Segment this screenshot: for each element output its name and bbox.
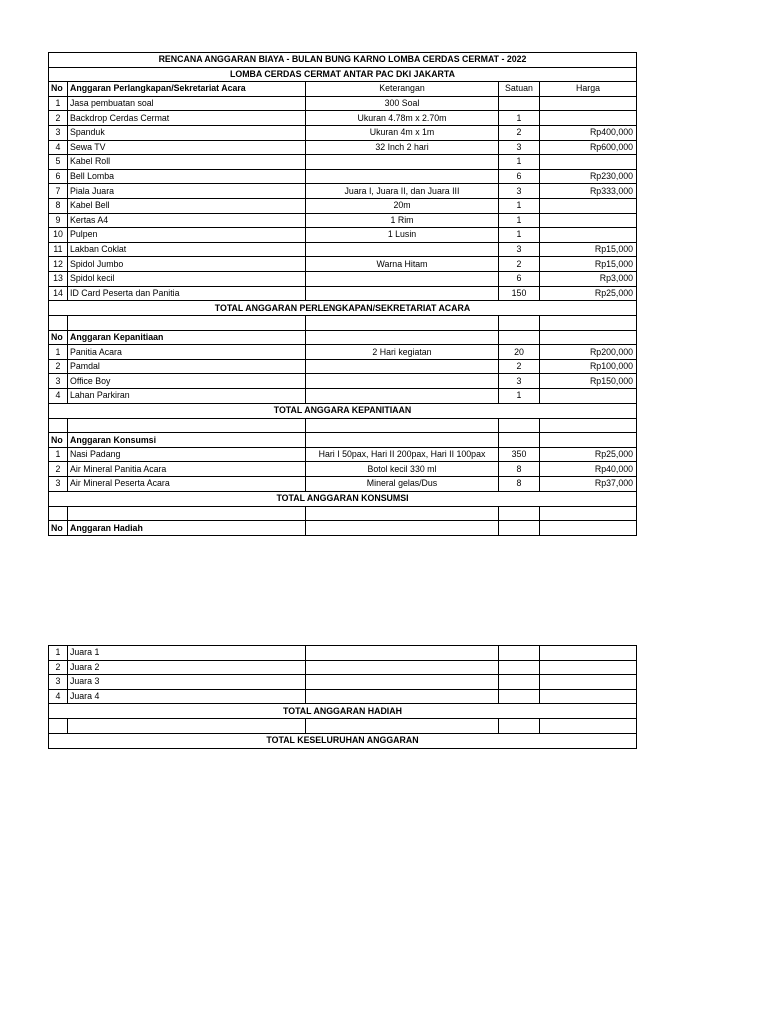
item-no: 4: [49, 140, 68, 155]
item-name: Kertas A4: [68, 213, 306, 228]
item-harga: [540, 198, 637, 213]
item-name: Backdrop Cerdas Cermat: [68, 111, 306, 126]
no-header: No: [49, 330, 68, 345]
empty-cell: [306, 506, 499, 521]
item-name: Juara 4: [68, 689, 306, 704]
item-keterangan: 300 Soal: [306, 96, 499, 111]
item-harga: Rp150,000: [540, 374, 637, 389]
item-harga: [540, 155, 637, 170]
item-harga: [540, 111, 637, 126]
item-no: 8: [49, 198, 68, 213]
item-satuan: 6: [499, 169, 540, 184]
title-row: [49, 53, 637, 68]
item-name: Lakban Coklat: [68, 242, 306, 257]
grand-total-label: TOTAL KESELURUHAN ANGGARAN: [49, 733, 637, 748]
empty-cell: [540, 433, 637, 448]
no-header: No: [49, 521, 68, 536]
section-total-row: [49, 491, 637, 506]
item-harga: [540, 389, 637, 404]
item-satuan: 2: [499, 359, 540, 374]
empty-cell: [306, 316, 499, 331]
item-keterangan: Juara I, Juara II, dan Juara III: [306, 184, 499, 199]
section-title: Anggaran Perlangkapan/Sekretariat Acara: [68, 82, 306, 97]
table-row: [49, 286, 637, 301]
table-row: [49, 96, 637, 111]
item-satuan: [499, 689, 540, 704]
table-row: [49, 271, 637, 286]
item-keterangan: [306, 169, 499, 184]
section-total-row: [49, 301, 637, 316]
item-satuan: 1: [499, 155, 540, 170]
item-keterangan: Botol kecil 330 ml: [306, 462, 499, 477]
item-satuan: 150: [499, 286, 540, 301]
section-header-row: [49, 433, 637, 448]
item-name: Piala Juara: [68, 184, 306, 199]
item-harga: [540, 96, 637, 111]
item-no: 11: [49, 242, 68, 257]
section-title: Anggaran Kepanitiaan: [68, 330, 306, 345]
item-no: 10: [49, 228, 68, 243]
empty-cell: [499, 521, 540, 536]
empty-cell: [68, 506, 306, 521]
subtitle-row: [49, 67, 637, 82]
table-row: [49, 359, 637, 374]
empty-cell: [49, 719, 68, 734]
item-harga: [540, 228, 637, 243]
empty-cell: [68, 719, 306, 734]
item-no: 1: [49, 96, 68, 111]
item-no: 4: [49, 389, 68, 404]
empty-cell: [49, 418, 68, 433]
item-satuan: 3: [499, 374, 540, 389]
item-name: Spidol kecil: [68, 271, 306, 286]
item-no: 3: [49, 125, 68, 140]
empty-cell: [306, 330, 499, 345]
item-name: Air Mineral Peserta Acara: [68, 477, 306, 492]
section-total-label: TOTAL ANGGARAN HADIAH: [49, 704, 637, 719]
item-keterangan: [306, 660, 499, 675]
item-harga: Rp40,000: [540, 462, 637, 477]
budget-table-prizes: [48, 645, 637, 749]
empty-row: [49, 506, 637, 521]
table-row: [49, 198, 637, 213]
table-row: [49, 345, 637, 360]
section-total-label: TOTAL ANGGARAN PERLENGKAPAN/SEKRETARIAT ACARA: [49, 301, 637, 316]
item-no: 3: [49, 374, 68, 389]
item-no: 2: [49, 111, 68, 126]
table-row: [49, 184, 637, 199]
empty-cell: [540, 330, 637, 345]
table-row: [49, 242, 637, 257]
item-keterangan: Warna Hitam: [306, 257, 499, 272]
item-harga: [540, 646, 637, 661]
item-no: 1: [49, 345, 68, 360]
item-no: 7: [49, 184, 68, 199]
item-keterangan: [306, 374, 499, 389]
table-row: [49, 675, 637, 690]
empty-cell: [68, 316, 306, 331]
item-keterangan: [306, 389, 499, 404]
item-keterangan: 1 Lusin: [306, 228, 499, 243]
item-harga: Rp333,000: [540, 184, 637, 199]
item-no: 3: [49, 675, 68, 690]
item-harga: Rp600,000: [540, 140, 637, 155]
empty-row: [49, 418, 637, 433]
item-harga: Rp15,000: [540, 257, 637, 272]
satuan-header: Satuan: [499, 82, 540, 97]
no-header: No: [49, 433, 68, 448]
item-name: Spanduk: [68, 125, 306, 140]
page-subtitle: LOMBA CERDAS CERMAT ANTAR PAC DKI JAKARTA: [49, 67, 637, 82]
item-keterangan: Ukuran 4m x 1m: [306, 125, 499, 140]
empty-cell: [306, 433, 499, 448]
item-satuan: 1: [499, 213, 540, 228]
item-keterangan: [306, 286, 499, 301]
keterangan-header: Keterangan: [306, 82, 499, 97]
item-keterangan: [306, 359, 499, 374]
item-name: Jasa pembuatan soal: [68, 96, 306, 111]
item-no: 2: [49, 462, 68, 477]
item-name: Sewa TV: [68, 140, 306, 155]
item-satuan: 2: [499, 125, 540, 140]
item-no: 4: [49, 689, 68, 704]
empty-cell: [540, 316, 637, 331]
grand-total-row: [49, 733, 637, 748]
harga-header: Harga: [540, 82, 637, 97]
section-total-row: [49, 403, 637, 418]
item-satuan: 1: [499, 198, 540, 213]
item-no: 2: [49, 359, 68, 374]
item-harga: [540, 213, 637, 228]
section-header-row: [49, 521, 637, 536]
table-row: [49, 689, 637, 704]
section-title: Anggaran Hadiah: [68, 521, 306, 536]
item-keterangan: [306, 675, 499, 690]
item-name: Panitia Acara: [68, 345, 306, 360]
item-name: Juara 3: [68, 675, 306, 690]
item-name: Lahan Parkiran: [68, 389, 306, 404]
item-keterangan: Mineral gelas/Dus: [306, 477, 499, 492]
empty-cell: [499, 506, 540, 521]
item-satuan: 20: [499, 345, 540, 360]
item-harga: Rp230,000: [540, 169, 637, 184]
item-satuan: 6: [499, 271, 540, 286]
item-no: 9: [49, 213, 68, 228]
section-total-row: [49, 704, 637, 719]
item-satuan: [499, 675, 540, 690]
table-row: [49, 213, 637, 228]
item-name: Nasi Padang: [68, 447, 306, 462]
item-no: 12: [49, 257, 68, 272]
empty-cell: [49, 316, 68, 331]
item-name: Air Mineral Panitia Acara: [68, 462, 306, 477]
item-keterangan: 32 Inch 2 hari: [306, 140, 499, 155]
section-title: Anggaran Konsumsi: [68, 433, 306, 448]
empty-row: [49, 316, 637, 331]
item-satuan: [499, 96, 540, 111]
section-total-label: TOTAL ANGGARA KEPANITIAAN: [49, 403, 637, 418]
item-satuan: 1: [499, 389, 540, 404]
item-no: 14: [49, 286, 68, 301]
item-name: Pulpen: [68, 228, 306, 243]
table-row: [49, 169, 637, 184]
empty-cell: [499, 433, 540, 448]
item-keterangan: 1 Rim: [306, 213, 499, 228]
empty-cell: [306, 418, 499, 433]
empty-cell: [68, 418, 306, 433]
item-keterangan: [306, 242, 499, 257]
empty-cell: [540, 418, 637, 433]
item-keterangan: Hari I 50pax, Hari II 200pax, Hari II 100pax: [306, 447, 499, 462]
item-harga: Rp15,000: [540, 242, 637, 257]
table-row: [49, 389, 637, 404]
no-header: No: [49, 82, 68, 97]
item-name: Spidol Jumbo: [68, 257, 306, 272]
item-name: Kabel Bell: [68, 198, 306, 213]
item-keterangan: [306, 155, 499, 170]
item-satuan: 3: [499, 242, 540, 257]
item-satuan: [499, 646, 540, 661]
item-keterangan: Ukuran 4.78m x 2.70m: [306, 111, 499, 126]
item-satuan: 3: [499, 184, 540, 199]
item-no: 13: [49, 271, 68, 286]
item-satuan: 2: [499, 257, 540, 272]
item-harga: Rp25,000: [540, 447, 637, 462]
table-row: [49, 660, 637, 675]
item-keterangan: [306, 271, 499, 286]
table-row: [49, 646, 637, 661]
item-harga: [540, 675, 637, 690]
table-row: [49, 374, 637, 389]
item-name: Office Boy: [68, 374, 306, 389]
section-header-row: [49, 330, 637, 345]
table-row: [49, 111, 637, 126]
empty-cell: [499, 330, 540, 345]
table-row: [49, 257, 637, 272]
item-name: Juara 2: [68, 660, 306, 675]
item-satuan: 3: [499, 140, 540, 155]
empty-row: [49, 719, 637, 734]
item-no: 1: [49, 447, 68, 462]
empty-cell: [540, 719, 637, 734]
item-no: 2: [49, 660, 68, 675]
empty-cell: [306, 719, 499, 734]
table-row: [49, 125, 637, 140]
item-no: 3: [49, 477, 68, 492]
section-header-row: [49, 82, 637, 97]
empty-cell: [540, 506, 637, 521]
empty-cell: [499, 719, 540, 734]
item-harga: Rp25,000: [540, 286, 637, 301]
table-row: [49, 462, 637, 477]
empty-cell: [499, 316, 540, 331]
item-name: Kabel Roll: [68, 155, 306, 170]
table-row: [49, 447, 637, 462]
table-row: [49, 228, 637, 243]
item-satuan: 8: [499, 462, 540, 477]
page-title: RENCANA ANGGARAN BIAYA - BULAN BUNG KARNO LOMBA CERDAS CERMAT - 2022: [49, 53, 637, 68]
item-harga: Rp200,000: [540, 345, 637, 360]
item-keterangan: [306, 689, 499, 704]
item-keterangan: [306, 646, 499, 661]
item-harga: Rp400,000: [540, 125, 637, 140]
item-name: ID Card Peserta dan Panitia: [68, 286, 306, 301]
item-satuan: 8: [499, 477, 540, 492]
item-name: Pamdal: [68, 359, 306, 374]
item-keterangan: 2 Hari kegiatan: [306, 345, 499, 360]
item-harga: Rp100,000: [540, 359, 637, 374]
item-satuan: 1: [499, 111, 540, 126]
item-no: 6: [49, 169, 68, 184]
item-harga: [540, 660, 637, 675]
item-harga: [540, 689, 637, 704]
empty-cell: [49, 506, 68, 521]
item-name: Juara 1: [68, 646, 306, 661]
item-harga: Rp3,000: [540, 271, 637, 286]
item-name: Bell Lomba: [68, 169, 306, 184]
section-total-label: TOTAL ANGGARAN KONSUMSI: [49, 491, 637, 506]
item-satuan: 1: [499, 228, 540, 243]
table-row: [49, 155, 637, 170]
item-no: 5: [49, 155, 68, 170]
item-satuan: 350: [499, 447, 540, 462]
empty-cell: [306, 521, 499, 536]
empty-cell: [540, 521, 637, 536]
item-no: 1: [49, 646, 68, 661]
budget-table-main: [48, 52, 637, 536]
item-harga: Rp37,000: [540, 477, 637, 492]
table-row: [49, 477, 637, 492]
empty-cell: [499, 418, 540, 433]
item-keterangan: 20m: [306, 198, 499, 213]
table-row: [49, 140, 637, 155]
item-satuan: [499, 660, 540, 675]
